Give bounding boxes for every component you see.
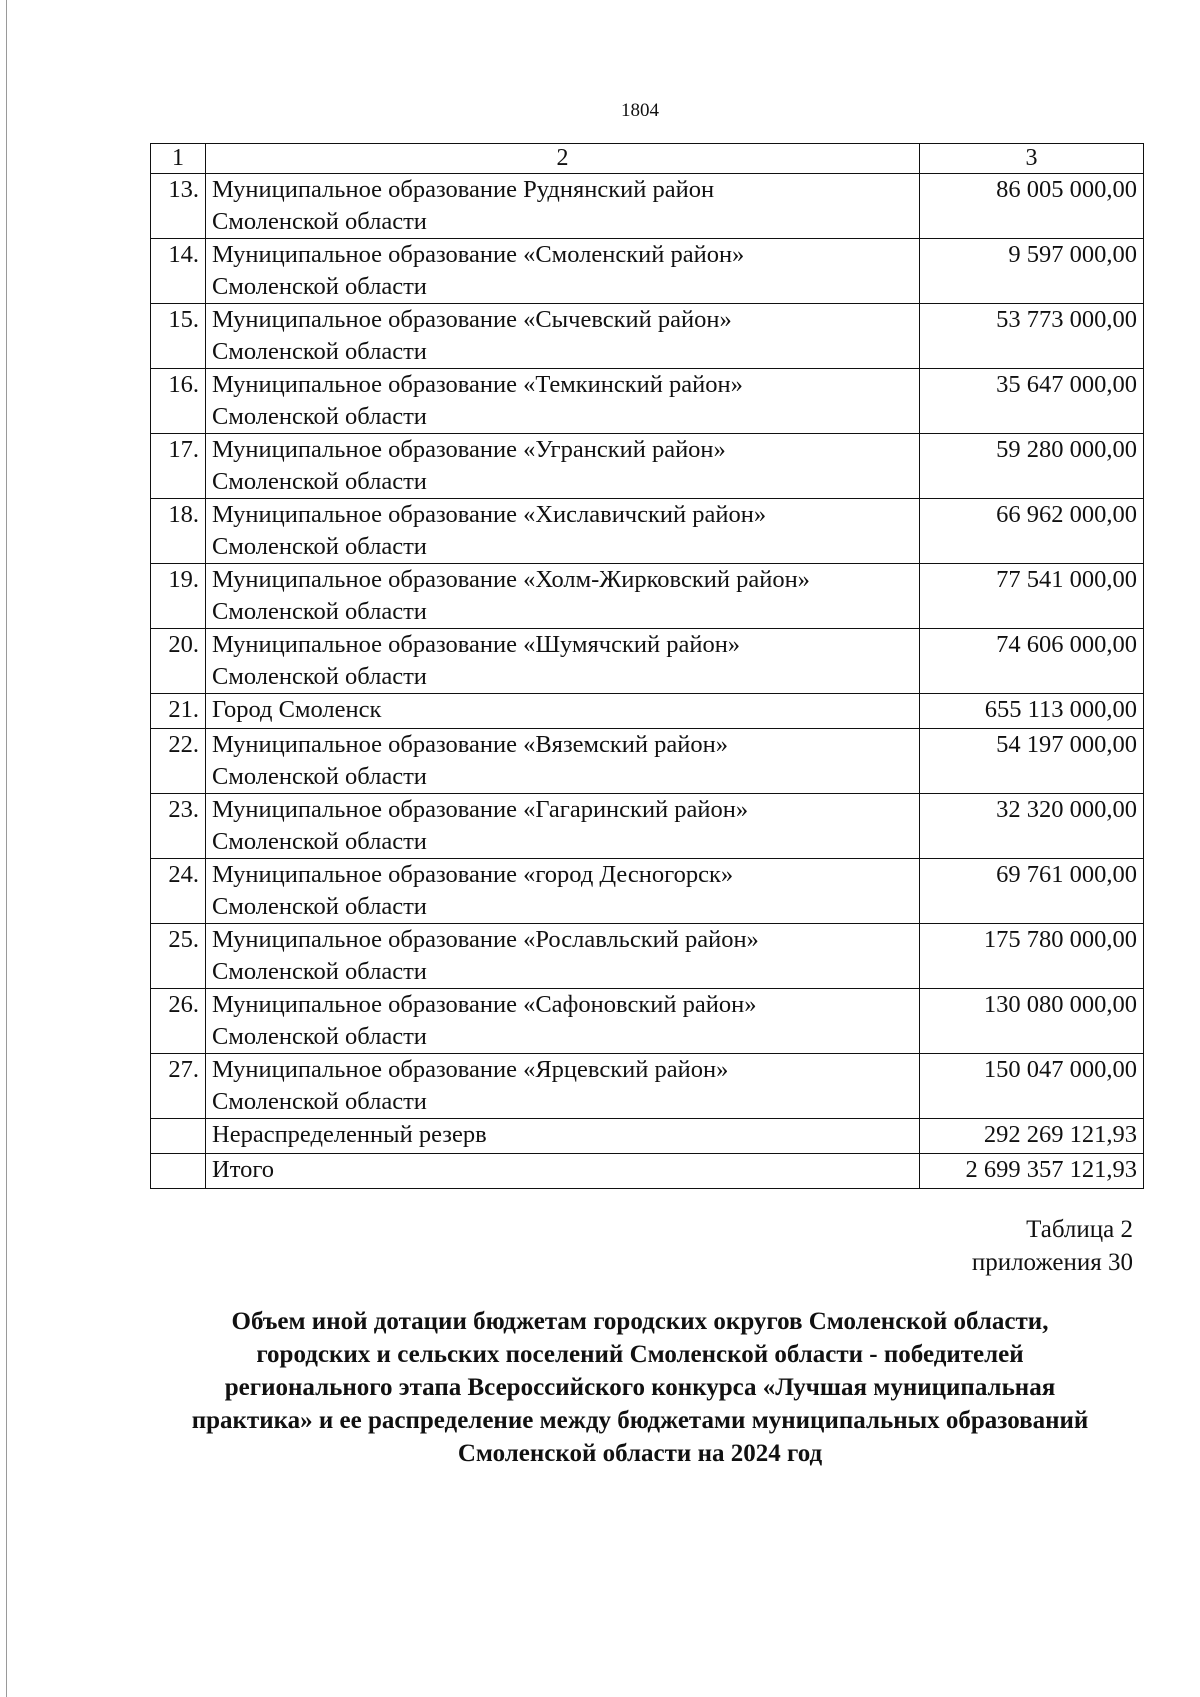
- row-amount: 9 597 000,00: [920, 239, 1144, 304]
- table-row: [151, 924, 1144, 989]
- municipality-region: Смоленской области: [212, 598, 427, 625]
- row-name-cell: [206, 499, 920, 564]
- municipality-name: Муниципальное образование «Хиславичский район»: [212, 501, 767, 528]
- page-edge-line: [6, 0, 7, 1697]
- row-amount: 32 320 000,00: [920, 794, 1144, 859]
- municipality-name: Муниципальное образование «Сычевский район»: [212, 306, 732, 333]
- municipality-region: Смоленской области: [212, 893, 427, 920]
- row-name-cell: [206, 924, 920, 989]
- table-caption-number: Таблица 2: [1026, 1216, 1133, 1243]
- row-number: 17.: [151, 434, 206, 499]
- table-row: [151, 499, 1144, 564]
- table-body: [151, 174, 1144, 1189]
- row-amount: 130 080 000,00: [920, 989, 1144, 1054]
- table-caption: [972, 1213, 1133, 1279]
- municipality-region: Смоленской области: [212, 273, 427, 300]
- table-row: [151, 1154, 1144, 1189]
- municipality-region: Смоленской области: [212, 208, 427, 235]
- row-name-cell: [206, 729, 920, 794]
- municipality-name: Муниципальное образование Руднянский район: [212, 176, 715, 203]
- row-number: 24.: [151, 859, 206, 924]
- row-amount: 655 113 000,00: [920, 694, 1144, 729]
- row-amount: 53 773 000,00: [920, 304, 1144, 369]
- row-name-cell: [206, 794, 920, 859]
- municipality-name: Город Смоленск: [212, 696, 382, 723]
- row-number: 27.: [151, 1054, 206, 1119]
- row-name-cell: [206, 989, 920, 1054]
- column-header-1: 1: [151, 144, 206, 174]
- municipality-name: Муниципальное образование «Сафоновский район»: [212, 991, 757, 1018]
- table-row: [151, 989, 1144, 1054]
- row-number: 21.: [151, 694, 206, 729]
- row-number: 19.: [151, 564, 206, 629]
- column-header-3: 3: [920, 144, 1144, 174]
- page-number: 1804: [621, 100, 659, 121]
- municipality-name: Нераспределенный резерв: [212, 1121, 487, 1148]
- municipality-region: Смоленской области: [212, 338, 427, 365]
- row-name-cell: [206, 369, 920, 434]
- row-name-cell: [206, 1119, 920, 1154]
- column-header-2: 2: [206, 144, 920, 174]
- row-amount: 150 047 000,00: [920, 1054, 1144, 1119]
- municipality-name: Муниципальное образование «Вяземский район»: [212, 731, 728, 758]
- row-amount: 292 269 121,93: [920, 1119, 1144, 1154]
- municipality-name: Муниципальное образование «Холм-Жирковский район»: [212, 566, 810, 593]
- row-amount: 77 541 000,00: [920, 564, 1144, 629]
- row-name-cell: [206, 629, 920, 694]
- table-row: [151, 629, 1144, 694]
- table-row: [151, 304, 1144, 369]
- section-title-line: Смоленской области на 2024 год: [457, 1440, 823, 1467]
- row-number: 14.: [151, 239, 206, 304]
- table-row: [151, 859, 1144, 924]
- row-amount: 74 606 000,00: [920, 629, 1144, 694]
- row-number: 16.: [151, 369, 206, 434]
- row-amount: 59 280 000,00: [920, 434, 1144, 499]
- row-name-cell: [206, 564, 920, 629]
- municipality-name: Муниципальное образование «Гагаринский район»: [212, 796, 749, 823]
- municipality-region: Смоленской области: [212, 1023, 427, 1050]
- municipality-name: Муниципальное образование «город Десногорск»: [212, 861, 734, 888]
- row-name-cell: [206, 304, 920, 369]
- municipality-name: Муниципальное образование «Смоленский район»: [212, 241, 745, 268]
- row-number: 26.: [151, 989, 206, 1054]
- row-number: 22.: [151, 729, 206, 794]
- row-amount: 35 647 000,00: [920, 369, 1144, 434]
- municipality-name: Муниципальное образование «Рославльский район»: [212, 926, 759, 953]
- municipality-name: Муниципальное образование «Угранский район»: [212, 436, 726, 463]
- municipality-region: Смоленской области: [212, 468, 427, 495]
- row-number: 20.: [151, 629, 206, 694]
- table-caption-appendix: приложения 30: [971, 1249, 1133, 1276]
- row-name-cell: [206, 859, 920, 924]
- section-title-line: городских и сельских поселений Смоленской области - победителей: [256, 1341, 1024, 1368]
- row-number: 23.: [151, 794, 206, 859]
- municipality-region: Смоленской области: [212, 403, 427, 430]
- row-number: 13.: [151, 174, 206, 239]
- row-amount: 175 780 000,00: [920, 924, 1144, 989]
- row-number: 25.: [151, 924, 206, 989]
- table-row: [151, 1119, 1144, 1154]
- table-row: [151, 564, 1144, 629]
- table-row: [151, 729, 1144, 794]
- municipality-region: Смоленской области: [212, 1088, 427, 1115]
- table-row: [151, 794, 1144, 859]
- row-name-cell: [206, 434, 920, 499]
- table-row: [151, 434, 1144, 499]
- table-header-row: [151, 144, 1144, 174]
- table-row: [151, 369, 1144, 434]
- row-name-cell: [206, 1154, 920, 1189]
- municipality-name: Итого: [212, 1156, 275, 1183]
- section-title-line: Объем иной дотации бюджетам городских округов Смоленской области,: [231, 1308, 1049, 1335]
- row-number: [151, 1119, 206, 1154]
- row-amount: 86 005 000,00: [920, 174, 1144, 239]
- row-amount: 66 962 000,00: [920, 499, 1144, 564]
- section-title-line: регионального этапа Всероссийского конкурса «Лучшая муниципальная: [224, 1374, 1056, 1401]
- row-name-cell: [206, 174, 920, 239]
- table-row: [151, 174, 1144, 239]
- municipality-region: Смоленской области: [212, 663, 427, 690]
- row-number: 18.: [151, 499, 206, 564]
- row-name-cell: [206, 694, 920, 729]
- section-title-line: практика» и ее распределение между бюджетами муниципальных образований: [191, 1407, 1089, 1434]
- table-row: [151, 694, 1144, 729]
- municipality-name: Муниципальное образование «Темкинский район»: [212, 371, 743, 398]
- table-row: [151, 239, 1144, 304]
- row-amount: 69 761 000,00: [920, 859, 1144, 924]
- municipality-name: Муниципальное образование «Шумячский район»: [212, 631, 741, 658]
- municipality-region: Смоленской области: [212, 533, 427, 560]
- municipality-region: Смоленской области: [212, 958, 427, 985]
- row-amount: 2 699 357 121,93: [920, 1154, 1144, 1189]
- table-row: [151, 1054, 1144, 1119]
- row-number: 15.: [151, 304, 206, 369]
- municipality-region: Смоленской области: [212, 763, 427, 790]
- subsidy-table: [150, 143, 1144, 1189]
- row-name-cell: [206, 239, 920, 304]
- row-amount: 54 197 000,00: [920, 729, 1144, 794]
- row-name-cell: [206, 1054, 920, 1119]
- section-title: [130, 1305, 1150, 1470]
- municipality-name: Муниципальное образование «Ярцевский район»: [212, 1056, 729, 1083]
- municipality-region: Смоленской области: [212, 828, 427, 855]
- row-number: [151, 1154, 206, 1189]
